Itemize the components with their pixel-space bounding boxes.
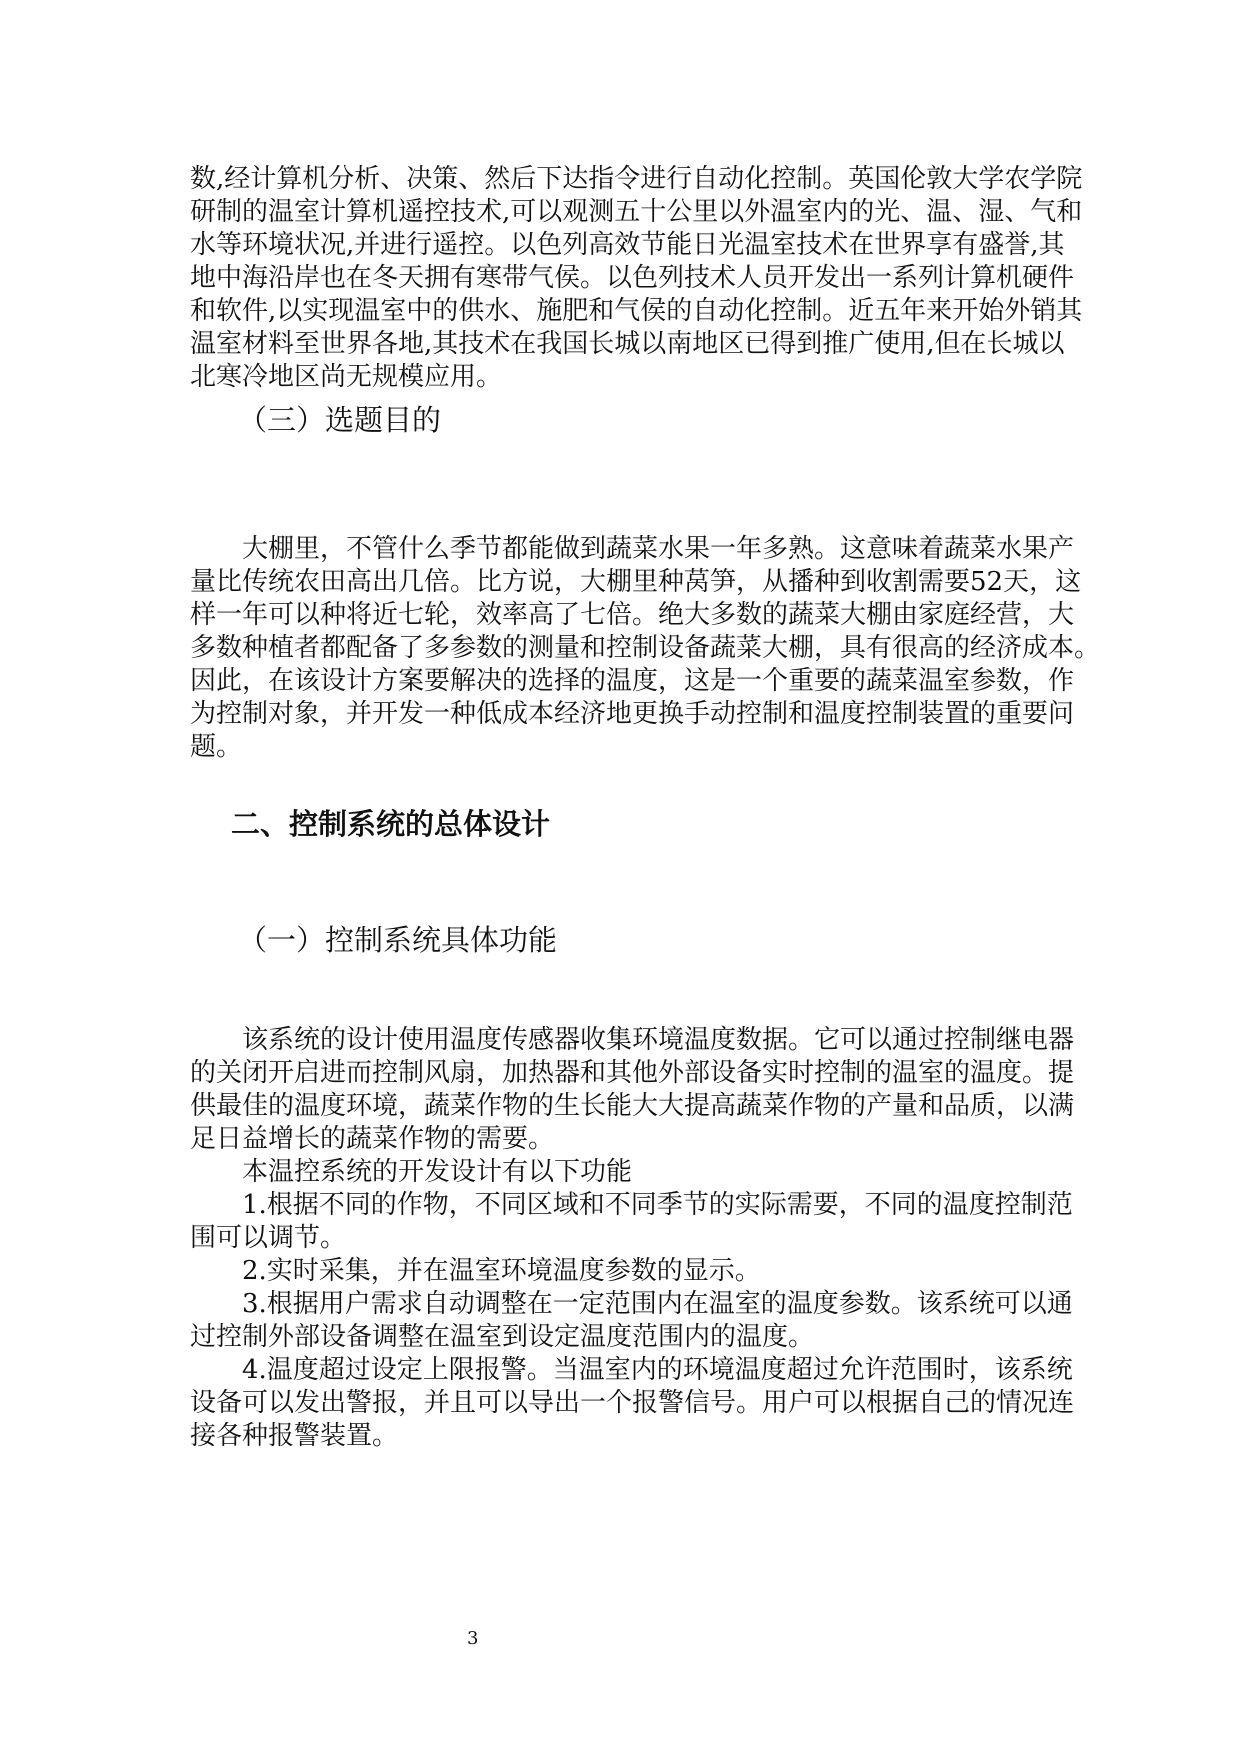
text-line: 大棚里，不管什么季节都能做到蔬菜水果一年多熟。这意味着蔬菜水果产: [242, 534, 1075, 564]
paragraph-purpose: [190, 533, 1101, 764]
page-number: 3: [467, 1628, 479, 1649]
text-line: 的关闭开启进而控制风扇，加热器和其他外部设备实时控制的温室的温度。提: [190, 1058, 1075, 1088]
section-heading-purpose: （三）选题目的: [238, 403, 442, 437]
text-line: 地中海沿岸也在冬天拥有寒带气侯。以色列技术人员开发出一系列计算机硬件: [190, 263, 1075, 293]
text-line: 样一年可以种将近七轮，效率高了七倍。绝大多数的蔬菜大棚由家庭经营，大: [190, 600, 1075, 630]
text-line: 供最佳的温度环境，蔬菜作物的生长能大大提高蔬菜作物的产量和品质，以满: [190, 1091, 1075, 1121]
text-line: 1.根据不同的作物，不同区域和不同季节的实际需要，不同的温度控制范: [242, 1190, 1073, 1220]
section-heading-functions: （一）控制系统具体功能: [238, 923, 558, 957]
text-line: 和软件,以实现温室中的供水、施肥和气侯的自动化控制。近五年来开始外销其: [190, 296, 1083, 326]
text-line: 题。: [190, 732, 243, 762]
text-line: 本温控系统的开发设计有以下功能: [242, 1157, 633, 1187]
text-line: 多数种植者都配备了多参数的测量和控制设备蔬菜大棚，具有很高的经济成本。: [190, 633, 1101, 663]
text-line: 该系统的设计使用温度传感器收集环境温度数据。它可以通过控制继电器: [242, 1025, 1075, 1055]
text-line: 围可以调节。: [190, 1223, 347, 1253]
text-line: 因此，在该设计方案要解决的选择的温度，这是一个重要的蔬菜温室参数，作: [190, 666, 1075, 696]
text-line: 足日益增长的蔬菜作物的需要。: [190, 1124, 555, 1154]
text-line: 2.实时采集，并在温室环境温度参数的显示。: [242, 1256, 761, 1286]
chapter-heading-overall-design: 二、控制系统的总体设计: [231, 807, 551, 841]
text-line: 设备可以发出警报，并且可以导出一个报警信号。用户可以根据自己的情况连: [190, 1388, 1075, 1418]
text-line: 研制的温室计算机遥控技术,可以观测五十公里以外温室内的光、温、湿、气和: [190, 197, 1083, 227]
text-line: 接各种报警装置。: [190, 1421, 399, 1451]
paragraph-background: [190, 163, 1083, 394]
text-line: 为控制对象，并开发一种低成本经济地更换手动控制和温度控制装置的重要问: [190, 699, 1075, 729]
text-line: 过控制外部设备调整在温室到设定温度范围内的温度。: [190, 1322, 815, 1352]
text-line: 4.温度超过设定上限报警。当温室内的环境温度超过允许范围时，该系统: [242, 1355, 1073, 1385]
text-line: 量比传统农田高出几倍。比方说，大棚里种莴笋，从播种到收割需要52天，这: [190, 567, 1082, 597]
text-line: 北寒冷地区尚无规模应用。: [190, 362, 503, 392]
text-line: 温室材料至世界各地,其技术在我国长城以南地区已得到推广使用,但在长城以: [190, 329, 1065, 359]
text-line: 水等环境状况,并进行遥控。以色列高效节能日光温室技术在世界享有盛誉,其: [190, 230, 1065, 260]
text-line: 3.根据用户需求自动调整在一定范围内在温室的温度参数。该系统可以通: [242, 1289, 1073, 1319]
paragraph-functions: [190, 1024, 1075, 1453]
text-line: 数,经计算机分析、决策、然后下达指令进行自动化控制。英国伦敦大学农学院: [190, 164, 1083, 194]
